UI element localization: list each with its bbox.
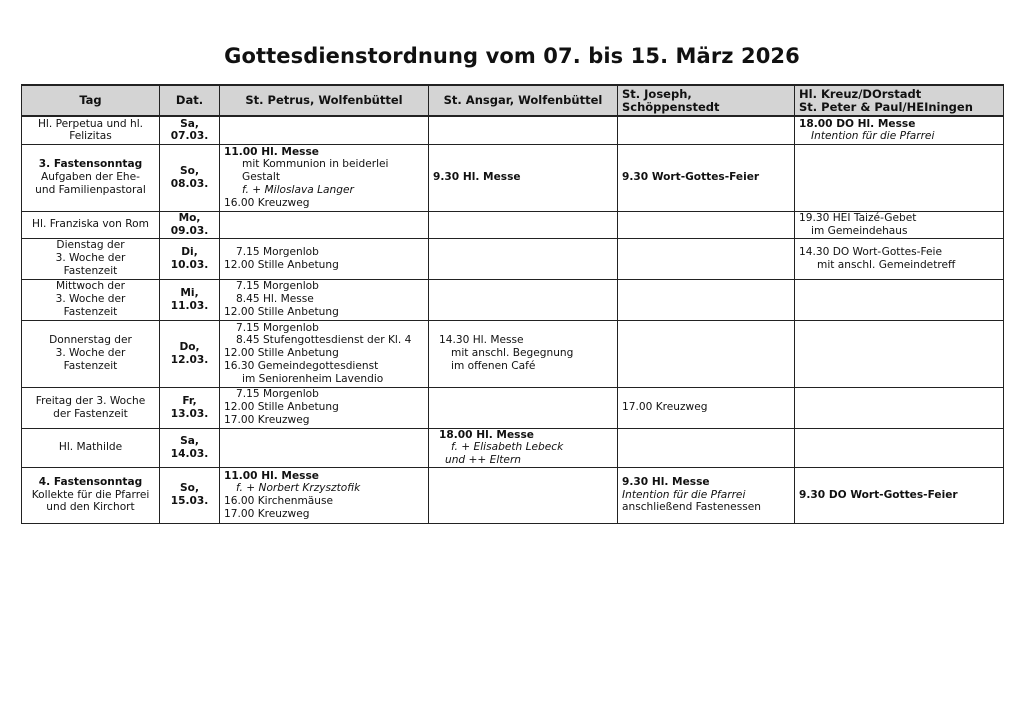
table-row [22, 211, 1004, 238]
tag-line: und Familienpastoral [35, 183, 146, 196]
cell-date [160, 211, 220, 238]
service-line: f. + Miloslava Langer [242, 183, 354, 196]
cell-st-ansgar [429, 116, 618, 144]
cell-st-joseph [618, 238, 795, 279]
cell-tag [22, 428, 160, 467]
schedule-table [21, 84, 1004, 524]
cell-st-petrus [220, 116, 429, 144]
service-line: 12.00 Stille Anbetung [224, 347, 339, 360]
cell-date [160, 116, 220, 144]
service-line: Gestalt [242, 171, 280, 184]
tag-line: Fastenzeit [63, 359, 118, 372]
header-hl-kreuz [795, 85, 1004, 116]
header-st-joseph [618, 85, 795, 116]
header-st-joseph-line-1: St. Joseph, [622, 87, 692, 101]
cell-date [160, 238, 220, 279]
service-line: 9.30 DO Wort-Gottes-Feier [799, 488, 958, 501]
cell-st-joseph [618, 387, 795, 428]
service-line: 9.30 Hl. Messe [622, 476, 710, 489]
tag-line: Donnerstag der [49, 334, 132, 347]
service-line: anschließend Fastenessen [622, 501, 761, 514]
tag-line: Felizitas [69, 130, 112, 143]
header-row [22, 85, 1004, 116]
date-day: Sa, [180, 434, 199, 447]
table-row [22, 387, 1004, 428]
service-line: 7.15 Morgenlob [236, 388, 319, 401]
service-line: im Gemeindehaus [811, 224, 908, 237]
cell-st-joseph [618, 279, 795, 320]
service-line: 7.15 Morgenlob [236, 245, 319, 258]
header-tag: Tag [22, 85, 160, 116]
service-line: mit Kommunion in beiderlei [242, 158, 389, 171]
service-line: f. + Norbert Krzysztofik [236, 482, 361, 495]
service-line: im Seniorenheim Lavendio [242, 372, 384, 385]
tag-line: Kollekte für die Pfarrei [31, 488, 150, 501]
cell-st-ansgar [429, 144, 618, 211]
date-value: 08.03. [170, 177, 209, 190]
header-hl-kreuz-line-2: St. Peter & Paul/HEIningen [799, 99, 973, 114]
service-line: 8.45 Stufengottesdienst der Kl. 4 [236, 334, 412, 347]
service-line: Intention für die Pfarrei [622, 488, 746, 501]
cell-st-petrus [220, 320, 429, 387]
cell-st-joseph [618, 211, 795, 238]
cell-date [160, 144, 220, 211]
service-line: 14.30 DO Wort-Gottes-Feie [799, 245, 942, 258]
cell-st-ansgar [429, 279, 618, 320]
date-value: 11.03. [170, 299, 209, 312]
cell-hl-kreuz [795, 387, 1004, 428]
service-line: 11.00 Hl. Messe [224, 145, 319, 158]
date-day: Sa, [180, 117, 199, 130]
cell-tag [22, 279, 160, 320]
cell-hl-kreuz [795, 428, 1004, 467]
service-line: 16.00 Kirchenmäuse [224, 495, 334, 508]
cell-date [160, 467, 220, 523]
service-line: 16.30 Gemeindegottesdienst [224, 359, 379, 372]
tag-line: 3. Woche der [55, 252, 126, 265]
date-value: 10.03. [170, 258, 209, 271]
tag-line: Hl. Mathilde [58, 441, 123, 454]
cell-date [160, 387, 220, 428]
date-day: Mi, [180, 286, 199, 299]
header-hl-kreuz-line-1: Hl. Kreuz/DOrstadt [799, 87, 922, 101]
cell-hl-kreuz [795, 320, 1004, 387]
cell-st-ansgar [429, 211, 618, 238]
cell-date [160, 428, 220, 467]
cell-st-petrus [220, 387, 429, 428]
cell-st-petrus [220, 428, 429, 467]
tag-line: Hl. Perpetua und hl. [37, 117, 144, 130]
cell-tag [22, 320, 160, 387]
cell-tag [22, 238, 160, 279]
service-line: 18.00 DO Hl. Messe [799, 117, 916, 130]
date-day: So, [180, 482, 199, 495]
service-line: mit anschl. Begegnung [451, 347, 574, 360]
service-line: 8.45 Hl. Messe [236, 293, 314, 306]
cell-st-ansgar [429, 428, 618, 467]
service-line: mit anschl. Gemeindetreff [817, 258, 956, 271]
cell-st-petrus [220, 467, 429, 523]
header-st-petrus: St. Petrus, Wolfenbüttel [220, 85, 429, 116]
service-line: 18.00 Hl. Messe [439, 428, 534, 441]
date-day: Di, [181, 245, 198, 258]
table-row [22, 320, 1004, 387]
service-line: 12.00 Stille Anbetung [224, 305, 339, 318]
page-title: Gottesdienstordnung vom 07. bis 15. März 2026 [224, 44, 800, 68]
date-value: 09.03. [170, 224, 209, 237]
service-line: 7.15 Morgenlob [236, 280, 319, 293]
service-line: 9.30 Wort-Gottes-Feier [622, 171, 760, 184]
tag-line: Mittwoch der [55, 280, 126, 293]
tag-line: 3. Fastensonntag [38, 158, 143, 171]
cell-st-petrus [220, 211, 429, 238]
cell-st-ansgar [429, 387, 618, 428]
cell-st-ansgar [429, 320, 618, 387]
table-row [22, 238, 1004, 279]
cell-tag [22, 116, 160, 144]
service-line: im offenen Café [451, 359, 536, 372]
cell-st-joseph [618, 116, 795, 144]
date-value: 15.03. [170, 495, 209, 508]
header-st-joseph-line-2: Schöppenstedt [622, 99, 720, 114]
tag-line: Fastenzeit [63, 305, 118, 318]
tag-line: Fastenzeit [63, 264, 118, 277]
date-value: 12.03. [170, 353, 209, 366]
service-line: 17.00 Kreuzweg [622, 401, 708, 414]
cell-st-joseph [618, 467, 795, 523]
service-line: 17.00 Kreuzweg [224, 413, 310, 426]
service-line: 11.00 Hl. Messe [224, 469, 319, 482]
tag-line: Hl. Franziska von Rom [32, 218, 149, 231]
header-st-ansgar: St. Ansgar, Wolfenbüttel [429, 85, 618, 116]
tag-line: 4. Fastensonntag [38, 476, 143, 489]
date-value: 13.03. [170, 407, 209, 420]
table-row [22, 279, 1004, 320]
tag-line: Freitag der 3. Woche [35, 394, 146, 407]
tag-line: 3. Woche der [55, 347, 126, 360]
cell-st-joseph [618, 320, 795, 387]
date-day: Do, [179, 340, 200, 353]
service-line: 19.30 HEI Taizé-Gebet [799, 211, 917, 224]
tag-line: und den Kirchort [46, 501, 135, 514]
date-value: 07.03. [170, 130, 209, 143]
table-row [22, 467, 1004, 523]
header-dat: Dat. [160, 85, 220, 116]
cell-tag [22, 387, 160, 428]
service-line: 12.00 Stille Anbetung [224, 258, 339, 271]
cell-hl-kreuz [795, 238, 1004, 279]
table-row [22, 428, 1004, 467]
date-day: Mo, [178, 211, 201, 224]
cell-st-petrus [220, 238, 429, 279]
cell-hl-kreuz [795, 116, 1004, 144]
cell-hl-kreuz [795, 211, 1004, 238]
cell-st-ansgar [429, 467, 618, 523]
service-line: 7.15 Morgenlob [236, 321, 319, 334]
cell-st-joseph [618, 428, 795, 467]
service-line: Intention für die Pfarrei [811, 130, 935, 143]
table-row [22, 144, 1004, 211]
table-row [22, 116, 1004, 144]
service-line: und ++ Eltern [445, 453, 522, 466]
tag-line: Aufgaben der Ehe- [41, 171, 140, 184]
cell-tag [22, 467, 160, 523]
date-day: Fr, [182, 394, 197, 407]
date-value: 14.03. [170, 447, 209, 460]
service-line: f. + Elisabeth Lebeck [451, 441, 564, 454]
tag-line: 3. Woche der [55, 293, 126, 306]
cell-hl-kreuz [795, 144, 1004, 211]
service-line: 16.00 Kreuzweg [224, 196, 310, 209]
tag-line: Dienstag der [56, 239, 125, 252]
service-line: 14.30 Hl. Messe [439, 334, 524, 347]
service-line: 17.00 Kreuzweg [224, 507, 310, 520]
tag-line: der Fastenzeit [53, 407, 128, 420]
service-line: 9.30 Hl. Messe [433, 171, 521, 184]
cell-st-joseph [618, 144, 795, 211]
cell-hl-kreuz [795, 279, 1004, 320]
cell-date [160, 279, 220, 320]
service-line: 12.00 Stille Anbetung [224, 401, 339, 414]
cell-st-petrus [220, 144, 429, 211]
cell-tag [22, 144, 160, 211]
cell-st-petrus [220, 279, 429, 320]
cell-st-ansgar [429, 238, 618, 279]
cell-date [160, 320, 220, 387]
cell-tag [22, 211, 160, 238]
date-day: So, [180, 164, 199, 177]
cell-hl-kreuz [795, 467, 1004, 523]
